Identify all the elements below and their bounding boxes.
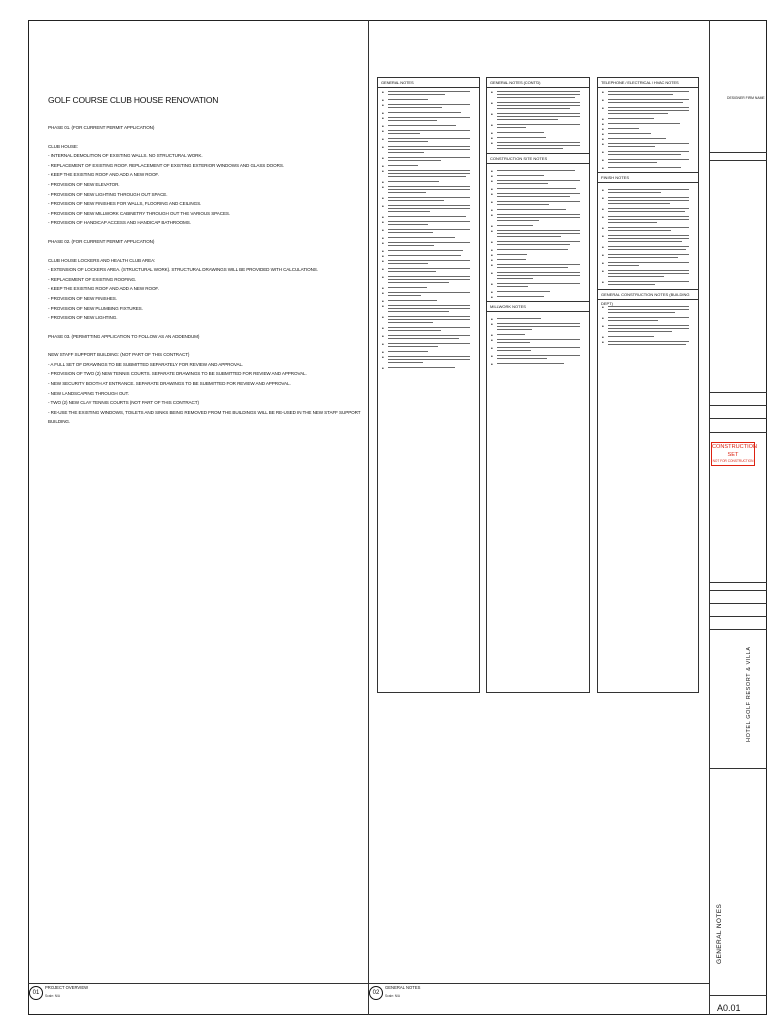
overview-body	[48, 123, 361, 436]
note-item	[382, 286, 475, 292]
notes-list	[598, 189, 698, 285]
bullet-icon: •	[602, 261, 604, 267]
note-item	[382, 138, 475, 142]
note-item	[382, 205, 475, 212]
bullet-icon: •	[602, 150, 604, 156]
bullet-icon: •	[382, 111, 384, 117]
note-item	[491, 248, 585, 254]
overview-item: - NEW LANDSCAPING THROUGH OUT.	[48, 390, 129, 396]
caption-divider	[28, 983, 709, 984]
overview-heading: PHASE 02. (FOR CURRENT PERMIT APPLICATION)	[48, 238, 155, 244]
note-item	[602, 91, 694, 95]
notes-list	[487, 91, 589, 149]
bullet-icon: •	[602, 226, 604, 232]
overview-title: GOLF COURSE CLUB HOUSE RENOVATION	[48, 95, 219, 105]
note-item	[382, 335, 475, 339]
bullet-icon: •	[491, 101, 493, 107]
bullet-icon: •	[602, 137, 604, 143]
note-item	[491, 295, 585, 301]
overview-item: - PROVISION OF NEW PLUMBING FIXTURES.	[48, 305, 143, 311]
note-item	[382, 157, 475, 161]
note-item	[382, 236, 475, 242]
note-item	[382, 366, 475, 372]
note-item	[491, 142, 585, 149]
bullet-icon: •	[491, 224, 493, 230]
column-heading: GENERAL NOTES (CONT'D)	[487, 78, 589, 88]
note-item	[491, 253, 585, 259]
note-item	[491, 230, 585, 237]
note-item	[382, 124, 475, 130]
note-item	[491, 180, 585, 184]
bullet-icon: •	[491, 263, 493, 269]
bullet-icon: •	[382, 103, 384, 109]
note-item	[491, 124, 585, 128]
note-item	[382, 164, 475, 170]
note-item	[602, 159, 694, 163]
bullet-icon: •	[382, 366, 384, 372]
overview-item: BUILDING.	[48, 419, 71, 425]
note-item	[491, 272, 585, 279]
bullet-icon: •	[602, 142, 604, 148]
note-item	[602, 306, 694, 313]
bullet-icon: •	[382, 342, 384, 348]
note-item	[602, 99, 694, 103]
bullet-icon: •	[491, 141, 493, 147]
sheet-title: GENERAL NOTES	[716, 903, 723, 964]
note-item	[491, 208, 585, 214]
notes-list	[378, 90, 479, 372]
note-item	[491, 290, 585, 296]
note-item	[602, 208, 694, 212]
note-item	[491, 174, 585, 180]
bullet-icon: •	[491, 123, 493, 129]
bullet-icon: •	[382, 124, 384, 130]
note-item	[491, 333, 585, 339]
overview-item: - INTERNAL DEMOLITION OF EXISTING WALLS. NO STRUCTURAL WORK.	[48, 153, 203, 159]
bullet-icon: •	[602, 166, 604, 172]
bullet-icon: •	[602, 90, 604, 96]
note-item	[382, 316, 475, 323]
caption-title-02: GENERAL NOTES	[385, 985, 421, 990]
note-item	[491, 201, 585, 205]
bullet-icon: •	[602, 245, 604, 251]
note-item	[602, 189, 694, 193]
bullet-icon: •	[491, 333, 493, 339]
note-item	[491, 102, 585, 109]
construction-stamp	[711, 442, 758, 466]
bullet-icon: •	[382, 204, 384, 210]
section-heading: MILLWORK NOTES	[487, 301, 589, 312]
note-item	[491, 131, 585, 137]
note-item	[602, 262, 694, 266]
overview-item: - EXTENSION OF LOCKERS AREA. (STRUCTURAL WORK). STRUCTURAL DRAWINGS WILL BE PROVIDED WITH CALCULATIONS.	[48, 267, 318, 273]
overview-item: - PROVISION OF NEW MILLWORK CABINETRY THROUGH OUT THE VARIOUS SPACES.	[48, 210, 231, 216]
note-item	[491, 169, 585, 175]
note-item	[382, 242, 475, 246]
bullet-icon: •	[602, 127, 604, 133]
bullet-icon: •	[382, 254, 384, 260]
note-item	[491, 355, 585, 359]
bullet-icon: •	[382, 137, 384, 143]
bullet-icon: •	[382, 291, 384, 297]
bullet-icon: •	[382, 299, 384, 305]
note-item	[491, 323, 585, 330]
bullet-icon: •	[602, 207, 604, 213]
bullet-icon: •	[602, 196, 604, 202]
bullet-icon: •	[491, 90, 493, 96]
overview-item: - PROVISION OF NEW LIGHTING.	[48, 315, 118, 321]
bullet-icon: •	[382, 304, 384, 310]
bullet-icon: •	[382, 267, 384, 273]
note-item	[382, 254, 475, 260]
overview-heading: PHASE 03. (PERMITTING APPLICATION TO FOLLOW AS AN ADDENDUM)	[48, 333, 200, 339]
note-item	[602, 197, 694, 204]
bullet-icon: •	[602, 106, 604, 112]
bullet-icon: •	[602, 117, 604, 123]
note-item	[602, 151, 694, 155]
overview-item: - TWO (2) NEW CLAY TENNIS COURTS (NOT PART OF THIS CONTRACT)	[48, 400, 199, 406]
note-item	[382, 229, 475, 233]
note-item	[602, 246, 694, 250]
section-heading: CONSTRUCTION SITE NOTES	[487, 153, 589, 164]
note-item	[491, 187, 585, 193]
bullet-icon: •	[491, 229, 493, 235]
note-item	[382, 276, 475, 283]
bullet-icon: •	[382, 196, 384, 202]
note-item	[602, 137, 694, 143]
note-item	[382, 260, 475, 264]
bullet-icon: •	[602, 234, 604, 240]
bullet-icon: •	[382, 286, 384, 292]
bullet-icon: •	[382, 129, 384, 135]
note-item	[602, 317, 694, 321]
bullet-icon: •	[602, 316, 604, 322]
note-item	[382, 215, 475, 221]
bullet-icon: •	[602, 253, 604, 259]
column-heading: GENERAL NOTES	[378, 78, 479, 88]
note-item	[382, 186, 475, 193]
note-item	[382, 343, 475, 347]
bullet-icon: •	[491, 354, 493, 360]
note-item	[602, 254, 694, 258]
overview-item: - KEEP THE EXISTING ROOF AND ADD A NEW ROOF.	[48, 286, 159, 292]
overview-item: - REPLACEMENT OF EXISTING ROOFING.	[48, 276, 137, 282]
project-overview	[48, 95, 361, 436]
bullet-icon: •	[382, 156, 384, 162]
overview-item: - KEEP THE EXISTING ROOF AND ADD A NEW ROOF.	[48, 172, 159, 178]
note-item	[382, 268, 475, 272]
note-item	[382, 117, 475, 121]
bullet-icon: •	[382, 145, 384, 151]
bullet-icon: •	[491, 290, 493, 296]
bullet-icon: •	[491, 208, 493, 214]
title-block	[709, 20, 767, 1015]
note-item	[491, 362, 585, 368]
note-item	[491, 224, 585, 230]
overview-item: - RE-USE THE EXISTING WINDOWS, TOILETS AND SINKS BEING REMOVED FROM THE BUILDINGS WILL BE RE-USED IN THE NEW STAFF SUPPORT	[48, 409, 361, 415]
note-item	[491, 264, 585, 268]
notes-list	[598, 90, 698, 172]
bullet-icon: •	[602, 340, 604, 346]
note-item	[602, 235, 694, 242]
note-item	[382, 356, 475, 363]
note-item	[382, 299, 475, 305]
bullet-icon: •	[382, 228, 384, 234]
bullet-icon: •	[602, 122, 604, 128]
bullet-icon: •	[491, 317, 493, 323]
bullet-icon: •	[382, 116, 384, 122]
overview-item: - A FULL SET OF DRAWINGS TO BE SUBMITTED SEPARATELY FOR REVIEW AND APPROVAL.	[48, 361, 244, 367]
bullet-icon: •	[602, 188, 604, 194]
bullet-icon: •	[382, 90, 384, 96]
note-item	[382, 91, 475, 95]
bullet-icon: •	[382, 259, 384, 265]
note-item	[491, 193, 585, 197]
note-item	[602, 117, 694, 123]
bullet-icon: •	[491, 187, 493, 193]
bullet-icon: •	[602, 305, 604, 311]
overview-item: - PROVISION OF NEW ELEVATOR.	[48, 181, 120, 187]
bullet-icon: •	[491, 282, 493, 288]
note-item	[382, 98, 475, 104]
bullet-icon: •	[382, 215, 384, 221]
bullet-icon: •	[491, 271, 493, 277]
note-item	[602, 281, 694, 285]
section-heading: GENERAL CONSTRUCTION NOTES (BUILDING DEPT)	[598, 289, 698, 300]
bullet-icon: •	[382, 275, 384, 281]
detail-marker-02: 02	[369, 986, 383, 1000]
bullet-icon: •	[382, 249, 384, 255]
note-item	[491, 113, 585, 120]
overview-item: - REPLACEMENT OF EXISTING ROOF. REPLACEMENT OF EXISTING EXTERIOR WINDOWS AND GLASS DOORS.	[48, 162, 284, 168]
notes-list	[598, 306, 698, 345]
note-item	[382, 221, 475, 225]
bullet-icon: •	[491, 131, 493, 137]
caption-scale-02: Scale: N/A	[385, 994, 401, 998]
note-item	[382, 146, 475, 153]
bullet-icon: •	[382, 220, 384, 226]
bullet-icon: •	[491, 338, 493, 344]
bullet-icon: •	[491, 169, 493, 175]
notes-list	[487, 317, 589, 368]
detail-marker-01: 01	[29, 986, 43, 1000]
bullet-icon: •	[382, 326, 384, 332]
stamp-sub-text: NOT FOR CONSTRUCTION	[712, 459, 754, 463]
note-item	[382, 249, 475, 255]
note-item	[602, 216, 694, 223]
overview-heading: NEW STAFF SUPPORT BUILDING: (NOT PART OF THIS CONTRACT)	[48, 352, 190, 358]
overview-item: - PROVISION OF TWO (2) NEW TENNIS COURTS. SEPARATE DRAWINGS TO BE SUBMITTED FOR REVIEW AND APPROVAL.	[48, 371, 307, 377]
note-item	[602, 270, 694, 277]
bullet-icon: •	[491, 322, 493, 328]
note-item	[491, 283, 585, 287]
bullet-icon: •	[491, 200, 493, 206]
bullet-icon: •	[602, 280, 604, 286]
sheet-number: A0.01	[717, 1003, 741, 1013]
bullet-icon: •	[491, 253, 493, 259]
bullet-icon: •	[382, 236, 384, 242]
note-item	[491, 347, 585, 351]
bullet-icon: •	[491, 240, 493, 246]
note-item	[491, 258, 585, 264]
note-item	[382, 130, 475, 134]
bullet-icon: •	[491, 258, 493, 264]
bullet-icon: •	[382, 98, 384, 104]
note-item	[602, 227, 694, 231]
note-item	[602, 143, 694, 147]
overview-heading: PHASE 01. (FOR CURRENT PERMIT APPLICATION)	[48, 125, 155, 130]
note-item	[382, 292, 475, 296]
note-item	[602, 341, 694, 345]
note-item	[602, 166, 694, 172]
firm-name: DESIGNER FIRM NAME	[727, 96, 765, 100]
caption-title-01: PROJECT OVERVIEW	[45, 985, 89, 990]
bullet-icon: •	[491, 346, 493, 352]
bullet-icon: •	[382, 315, 384, 321]
bullet-icon: •	[491, 192, 493, 198]
notes-column-2	[486, 77, 590, 693]
bullet-icon: •	[602, 335, 604, 341]
stamp-main-text: CONSTRUCTION SET	[712, 444, 758, 458]
overview-item: - NEW SECURITY BOOTH AT ENTRANCE. SEPARATE DRAWINGS TO BE SUBMITTED FOR REVIEW AND APPROVAL.	[48, 381, 291, 387]
overview-item: - PROVISION OF NEW FINISHES FOR WALLS, FLOORING AND CEILINGS.	[48, 201, 202, 207]
bullet-icon: •	[382, 350, 384, 356]
note-item	[491, 136, 585, 142]
overview-heading: CLUB HOUSE:	[48, 143, 79, 149]
note-item	[382, 350, 475, 356]
bullet-icon: •	[491, 295, 493, 301]
bullet-icon: •	[602, 158, 604, 164]
bullet-icon: •	[382, 241, 384, 247]
note-item	[382, 180, 475, 186]
overview-item: - PROVISION OF NEW FINISHES.	[48, 295, 117, 301]
note-item	[491, 91, 585, 98]
bullet-icon: •	[491, 112, 493, 118]
note-item	[382, 170, 475, 177]
note-item	[382, 305, 475, 312]
bullet-icon: •	[491, 213, 493, 219]
bullet-icon: •	[382, 164, 384, 170]
note-item	[602, 132, 694, 138]
note-item	[602, 127, 694, 133]
bullet-icon: •	[491, 362, 493, 368]
bullet-icon: •	[491, 174, 493, 180]
note-item	[491, 339, 585, 343]
note-item	[602, 107, 694, 114]
note-item	[602, 122, 694, 128]
note-item	[382, 197, 475, 201]
note-item	[491, 214, 585, 221]
note-item	[382, 104, 475, 108]
section-heading: FINISH NOTES	[598, 172, 698, 183]
bullet-icon: •	[382, 169, 384, 175]
notes-column-3	[597, 77, 699, 693]
bullet-icon: •	[602, 132, 604, 138]
bullet-icon: •	[382, 180, 384, 186]
notes-column-1	[377, 77, 480, 693]
overview-heading: CLUB HOUSE LOCKERS AND HEALTH CLUB AREA:	[48, 257, 156, 263]
bullet-icon: •	[382, 334, 384, 340]
note-item	[491, 241, 585, 245]
project-name: HOTEL GOLF RESORT & VILLA	[746, 646, 752, 742]
bullet-icon: •	[602, 98, 604, 104]
overview-item: - PROVISION OF NEW LIGHTING THROUGH OUT SPACE.	[48, 191, 168, 197]
bullet-icon: •	[491, 248, 493, 254]
note-item	[602, 335, 694, 341]
column-heading: TELEPHONE / ELECTRICAL / HVAC NOTES	[598, 78, 698, 88]
bullet-icon: •	[491, 179, 493, 185]
bullet-icon: •	[602, 269, 604, 275]
bullet-icon: •	[602, 324, 604, 330]
notes-list	[487, 169, 589, 301]
note-item	[602, 325, 694, 332]
bullet-icon: •	[382, 185, 384, 191]
bullet-icon: •	[491, 136, 493, 142]
caption-scale-01: Scale: N/A	[45, 994, 61, 998]
note-item	[491, 317, 585, 323]
note-item	[382, 327, 475, 331]
panel-divider	[368, 20, 369, 1015]
bullet-icon: •	[382, 355, 384, 361]
note-item	[382, 111, 475, 117]
overview-item: - PROVISION OF HANDICAP ACCESS AND HANDICAP BATHROOMS.	[48, 220, 191, 226]
bullet-icon: •	[602, 215, 604, 221]
